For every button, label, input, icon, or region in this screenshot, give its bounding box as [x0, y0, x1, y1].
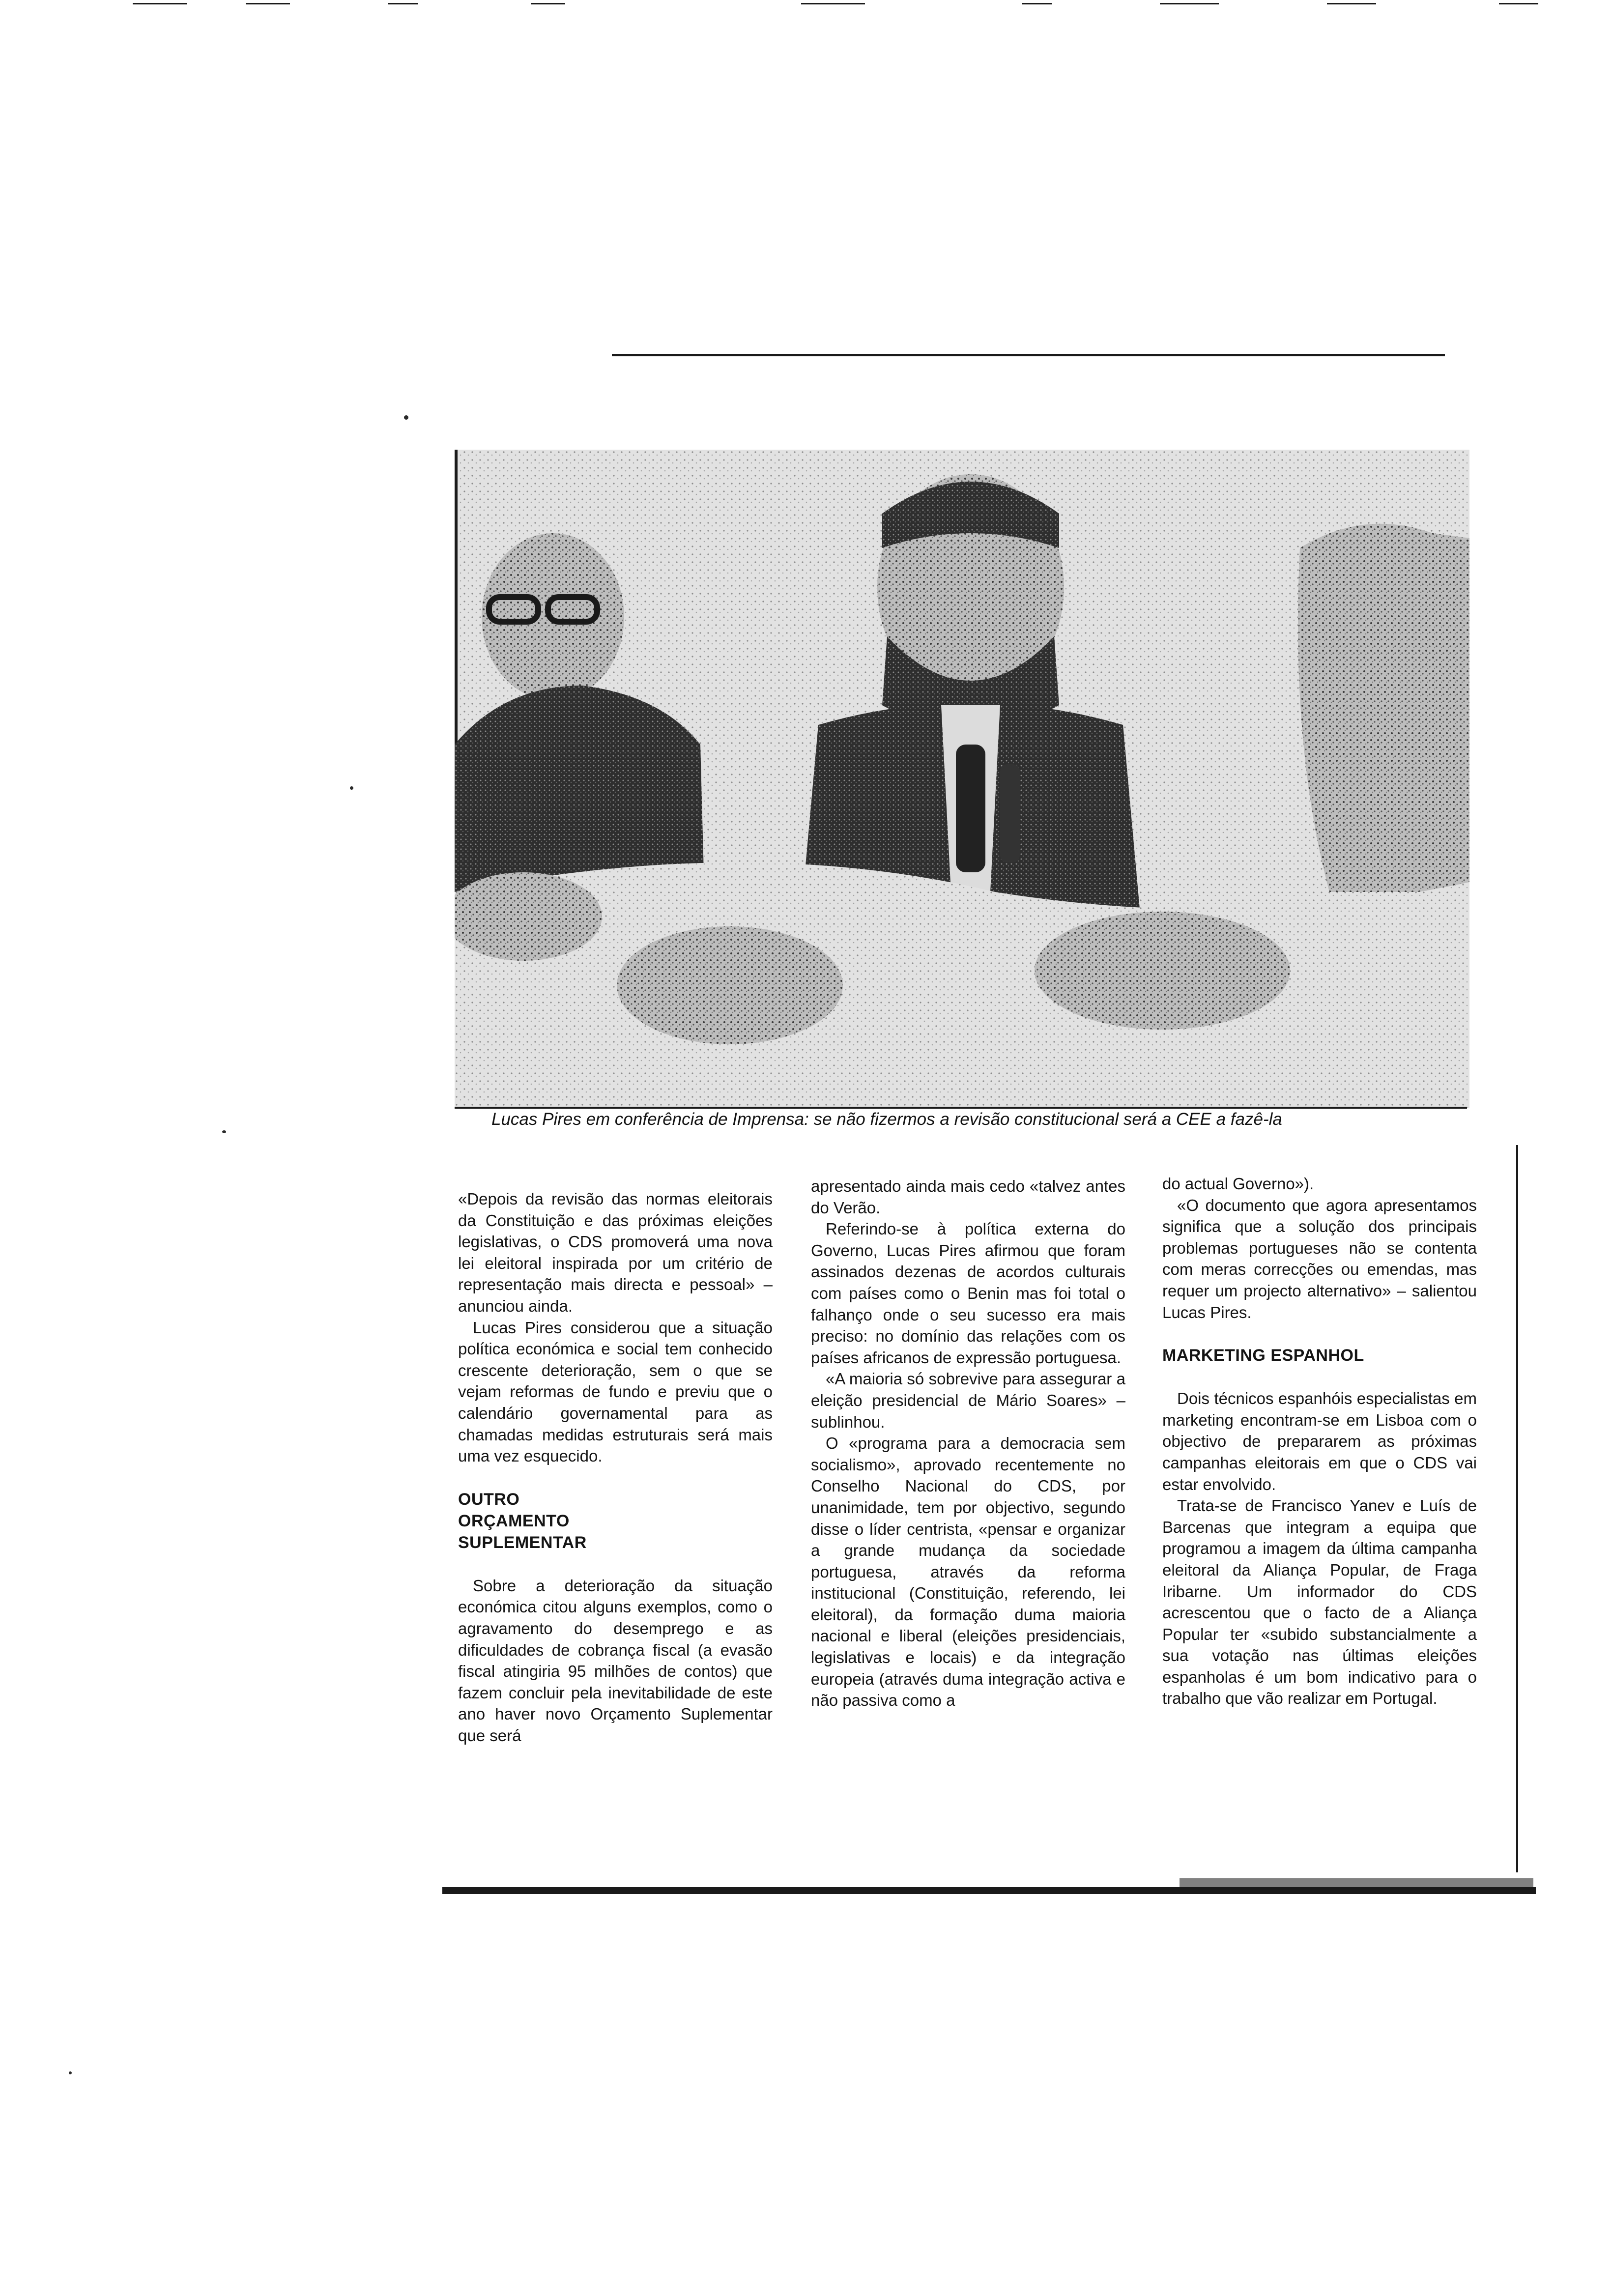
scan-edge-mark — [1160, 3, 1219, 4]
paragraph: «Depois da revisão das normas eleitorais da Constituição e das próximas eleições legislativas, o CDS promoverá uma nova lei eleitoral inspirada por um critério de representação mais directa e pessoal» – anunciou ainda. — [458, 1190, 773, 1315]
photo-bottom-rule — [455, 1107, 1467, 1109]
paragraph: Lucas Pires considerou que a situação política económica e social tem conhecido crescente deterioração, sem o que se vejam reformas de fundo e previu que o calendário governamental para as chamadas medidas estruturais será mais uma vez esquecido. — [458, 1318, 773, 1465]
photo-caption: Lucas Pires em conferência de Imprensa: se não fizermos a revisão constitucional será a CEE a fazê-la — [491, 1110, 1282, 1129]
scan-edge-mark — [1327, 3, 1376, 4]
top-rule — [612, 354, 1445, 356]
paragraph: apresentado ainda mais cedo «talvez antes do Verão. — [811, 1177, 1125, 1217]
subheading-line: ORÇAMENTO — [458, 1511, 570, 1530]
right-column-rule — [1516, 1145, 1518, 1872]
paragraph: Referindo-se à política externa do Governo, Lucas Pires afirmou que foram assinados dezenas de acordos culturais com países como o Benin mas foi total o falhanço onde o seu sucesso era mais preciso: no domínio das relações com os países africanos de expressão portuguesa. — [811, 1220, 1125, 1367]
press-conference-photo — [455, 450, 1469, 1108]
speck — [222, 1130, 226, 1133]
speck — [404, 415, 408, 420]
speck — [350, 786, 353, 790]
paragraph: O «programa para a democracia sem socialismo», aprovado recentemente no Conselho Nacional do CDS, por unanimidade, tem por objectivo, segundo disse o líder centrista, «pensar e organizar a grande mudança da sociedade portuguesa, através da reforma institucional (Constituição, referendo, lei eleitoral), da formação duma maioria nacional e liberal (eleições presidenciais, legislativas e locais) e da integração europeia (através duma integração activa e não passiva como a — [811, 1434, 1125, 1710]
spacer — [1162, 1366, 1477, 1388]
subheading-outro-orcamento — [458, 1489, 773, 1553]
spacer — [458, 1467, 773, 1489]
scan-edge-mark — [801, 3, 865, 4]
scan-edge-mark — [531, 3, 565, 4]
paragraph: Dois técnicos espanhóis especialistas em marketing encontram-se em Lisboa com o objectivo de prepararem as próximas campanhas eleitorais em que o CDS vai estar envolvido. — [1162, 1389, 1477, 1493]
subheading-line: SUPLEMENTAR — [458, 1533, 587, 1552]
spacer — [458, 1553, 773, 1575]
scan-edge-mark — [246, 3, 290, 4]
scan-edge-mark — [1499, 3, 1538, 4]
subheading-line: OUTRO — [458, 1490, 520, 1509]
paragraph: do actual Governo»). — [1162, 1175, 1314, 1193]
scan-edge-mark — [1022, 3, 1052, 4]
paragraph: «A maioria só sobrevive para assegurar a eleição presidencial de Mário Soares» – sublinhou. — [811, 1370, 1125, 1431]
column-3 — [1162, 1173, 1477, 1709]
column-2 — [811, 1176, 1125, 1711]
scan-edge-mark — [133, 3, 187, 4]
paragraph: Sobre a deterioração da situação económica citou alguns exemplos, como o agravamento do desemprego e as dificuldades de cobrança fiscal (a evasão fiscal atingiria 95 milhões de contos) que fazem concluir pela inevitabilidade de este ano haver novo Orçamento Suplementar que será — [458, 1576, 773, 1745]
speck — [69, 2071, 72, 2074]
subheading-marketing-espanhol: MARKETING ESPANHOL — [1162, 1346, 1364, 1365]
paragraph: Trata-se de Francisco Yanev e Luís de Barcenas que integram a equipa que programou a imagem da última campanha eleitoral da Aliança Popular, de Fraga Iribarne. Um informador do CDS acrescentou que o facto de a Aliança Popular ter «subido substancialmente a sua votação nas últimas eleições espanholas é um bom indicativo para o trabalho que vão realizar em Portugal. — [1162, 1496, 1477, 1708]
column-1 — [458, 1188, 773, 1746]
bottom-rule-smudge — [1180, 1878, 1533, 1889]
photo-image — [455, 450, 1469, 1108]
spacer — [1162, 1323, 1477, 1345]
paragraph: «O documento que agora apresentamos significa que a solução dos principais problemas portugueses não se contenta com meras correcções ou emendas, mas requer um projecto alternativo» – salientou Lucas Pires. — [1162, 1196, 1477, 1321]
scan-edge-mark — [388, 3, 418, 4]
